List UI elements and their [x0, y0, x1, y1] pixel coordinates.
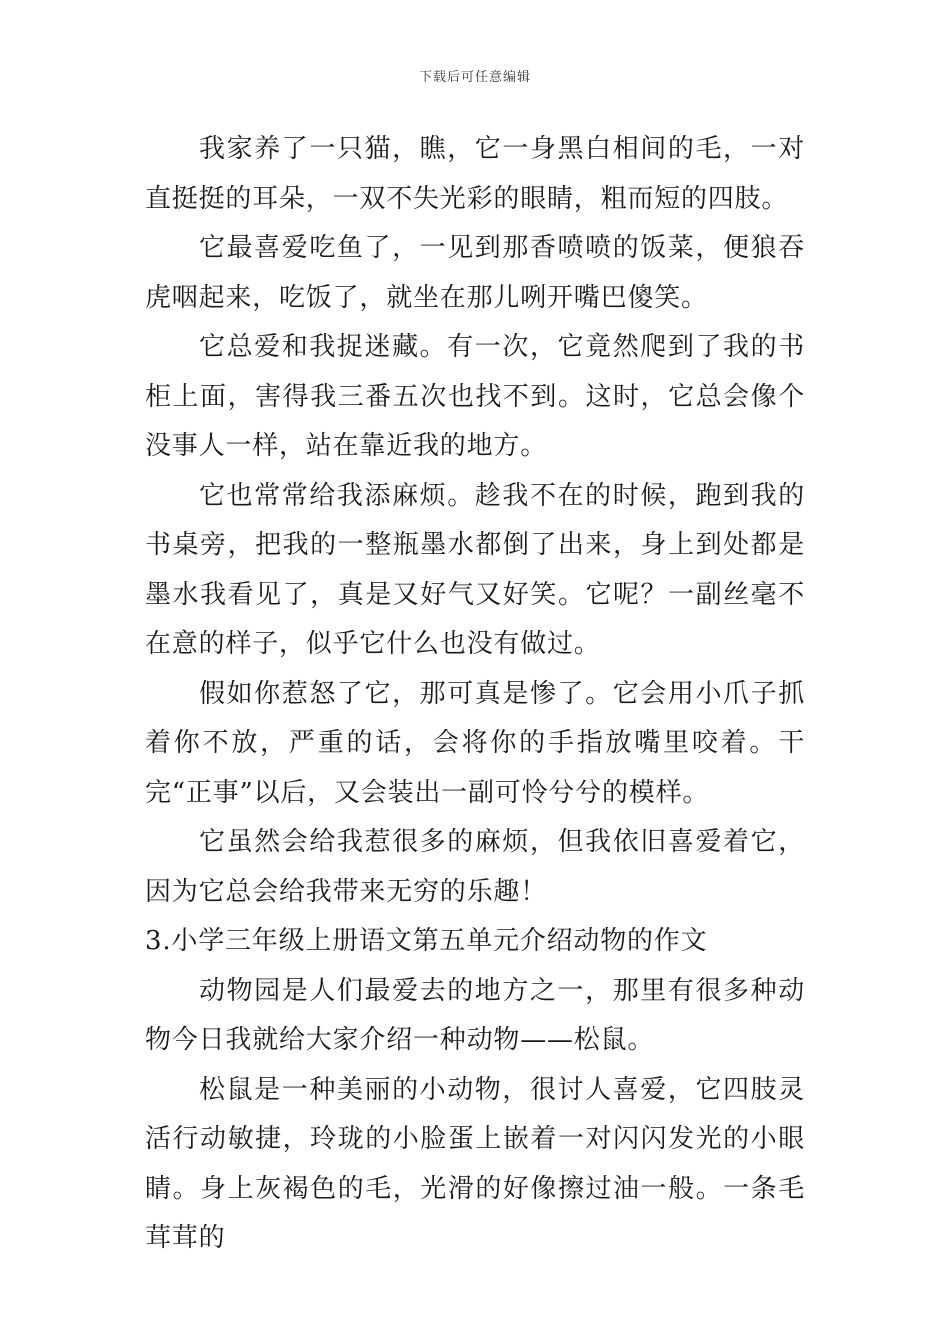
- paragraph-squirrel-description: 松鼠是一种美丽的小动物，很讨人喜爱，它四肢灵活行动敏捷，玲珑的小脸蛋上嵌着一对闪闪发光的小眼睛。身上灰褐色的毛，光滑的好像擦过油一般。一条毛茸茸的: [145, 1074, 805, 1253]
- paragraph-zoo-intro: 动物园是人们最爱去的地方之一，那里有很多种动物今日我就给大家介绍一种动物——松鼠。: [145, 975, 805, 1055]
- page-header: 下载后可任意编辑: [418, 70, 531, 85]
- paragraph-cat-angry: 假如你惹怒了它，那可真是惨了。它会用小爪子抓着你不放，严重的话，会将你的手指放嘴里咬着。干完“正事”以后，又会装出一副可怜兮兮的模样。: [145, 678, 805, 808]
- article-body: [145, 125, 805, 1264]
- paragraph-cat-conclusion: 它虽然会给我惹很多的麻烦，但我依旧喜爱着它，因为它总会给我带来无穷的乐趣！: [145, 827, 805, 907]
- section-heading: 3.小学三年级上册语文第五单元介绍动物的作文: [145, 926, 708, 956]
- paragraph-cat-trouble: 它也常常给我添麻烦。趁我不在的时候，跑到我的书桌旁，把我的一整瓶墨水都倒了出来，身上到处都是墨水我看见了，真是又好气又好笑。它呢？一副丝毫不在意的样子，似乎它什么也没有做过。: [145, 480, 805, 659]
- paragraph-cat-hide-and-seek: 它总爱和我捉迷藏。有一次，它竟然爬到了我的书柜上面，害得我三番五次也找不到。这时，它总会像个没事人一样，站在靠近我的地方。: [145, 332, 805, 461]
- paragraph-cat-eating: 它最喜爱吃鱼了，一见到那香喷喷的饭菜，便狼吞虎咽起来，吃饭了，就坐在那儿咧开嘴巴傻笑。: [145, 233, 805, 313]
- paragraph-cat-appearance: 我家养了一只猫，瞧，它一身黑白相间的毛，一对直挺挺的耳朵，一双不失光彩的眼睛，粗而短的四肢。: [145, 134, 805, 214]
